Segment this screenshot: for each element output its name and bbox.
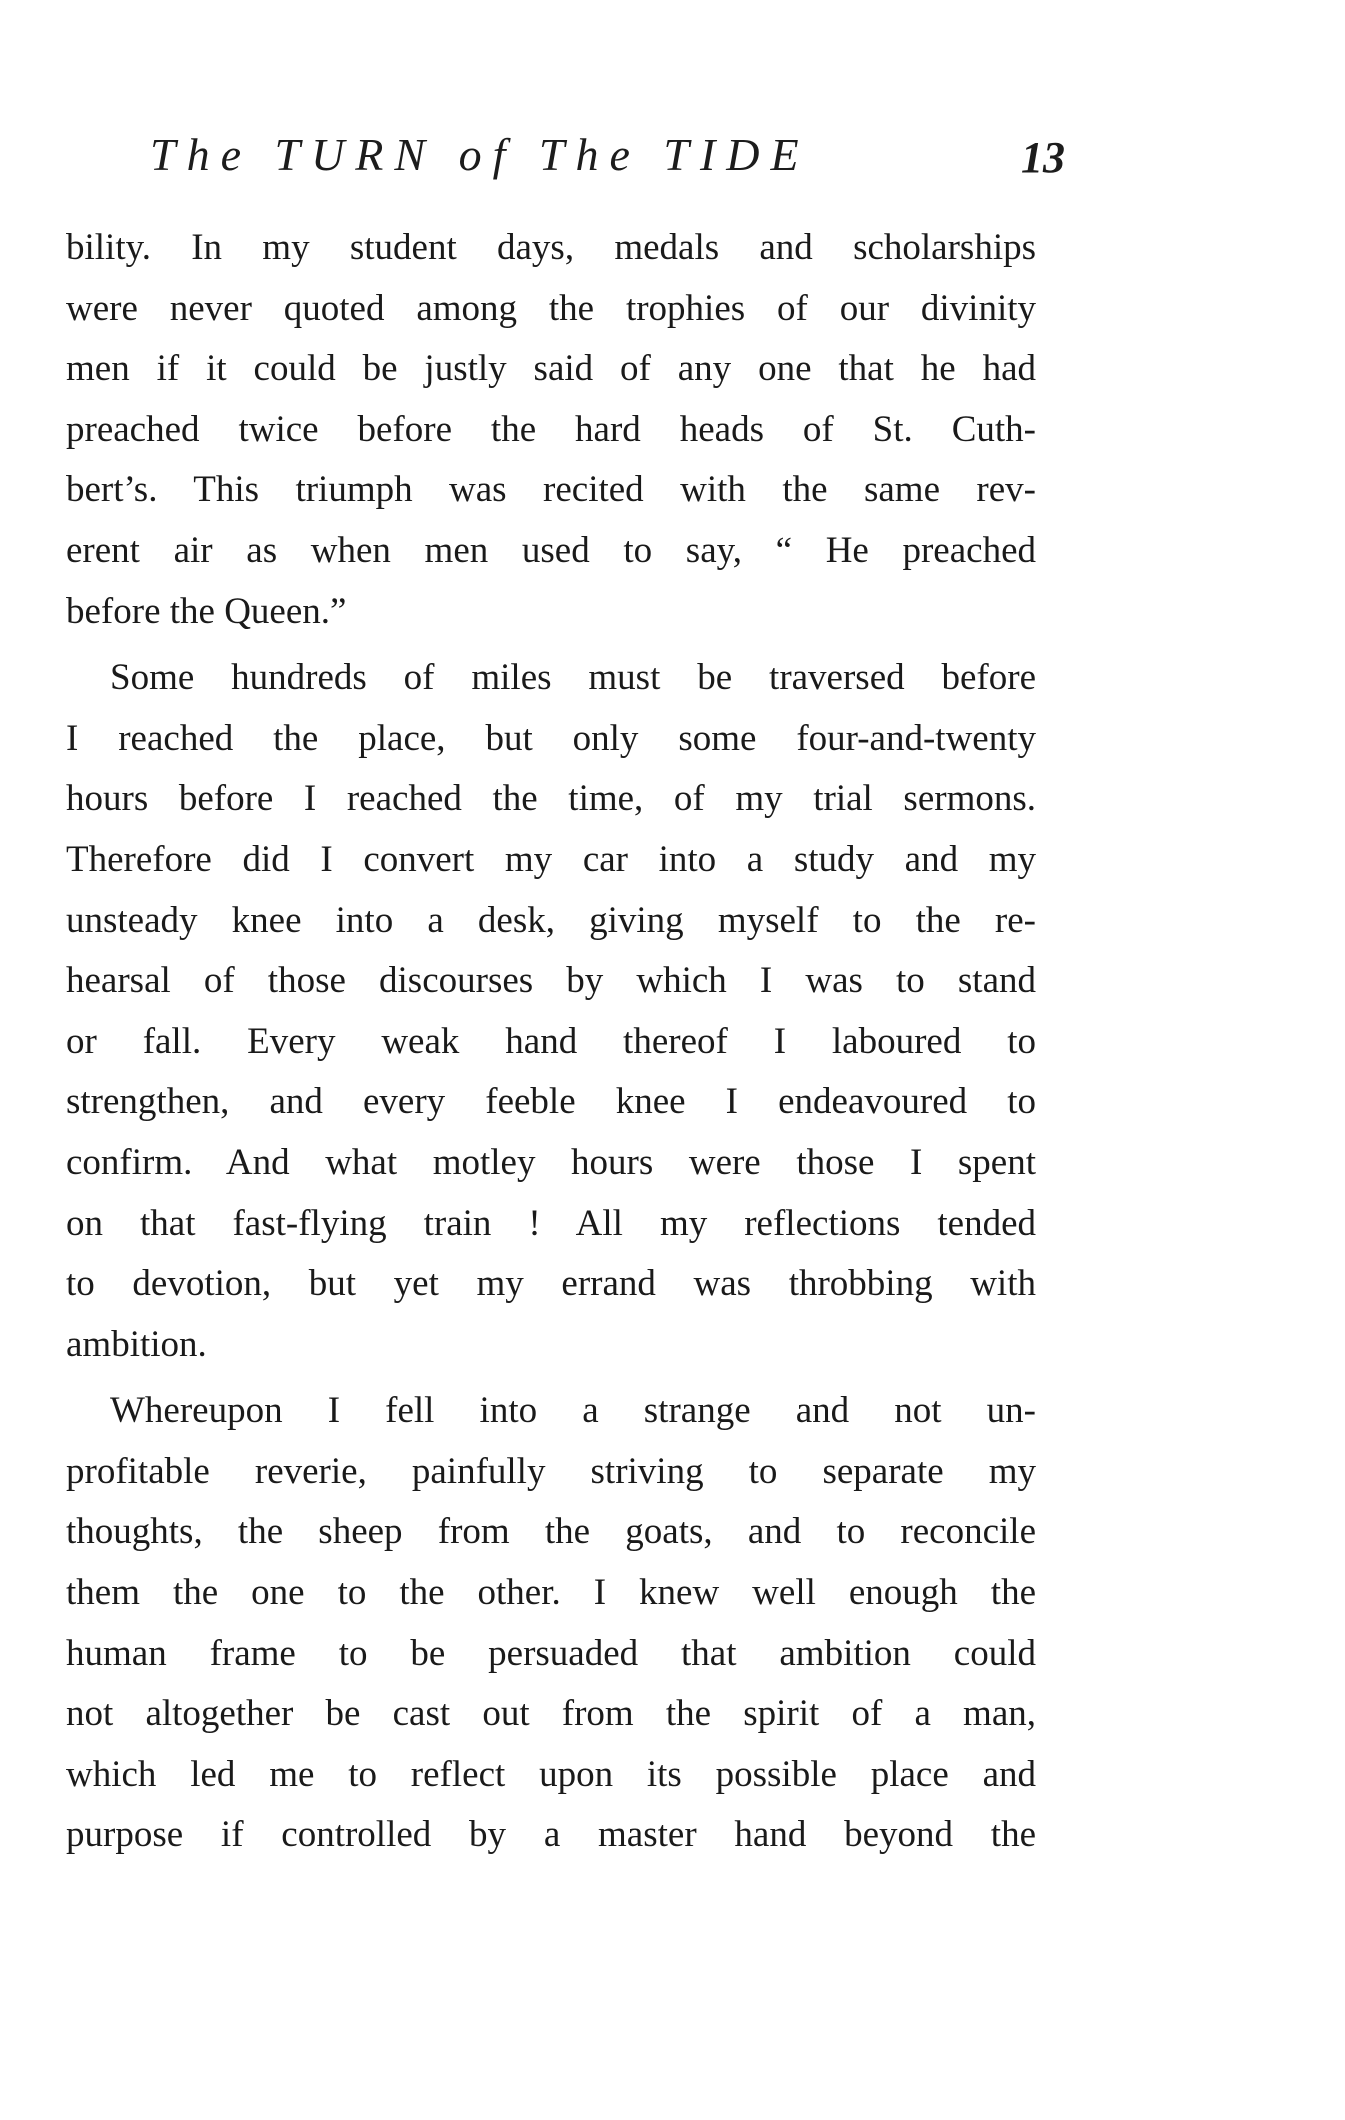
text-line: or fall. Every weak hand thereof I laboured to bbox=[66, 1020, 1036, 1062]
text-line: preached twice before the hard heads of St. Cuth- bbox=[66, 408, 1036, 450]
text-line: on that fast-flying train ! All my reflections tended bbox=[66, 1202, 1036, 1244]
text-line: erent air as when men used to say, “ He preached bbox=[66, 529, 1036, 571]
text-line: hours before I reached the time, of my trial sermons. bbox=[66, 778, 1036, 820]
text-line: Some hundreds of miles must be traversed before bbox=[110, 657, 1036, 699]
text-line: bert’s. This triumph was recited with the same rev- bbox=[66, 469, 1036, 511]
page-number: 13 bbox=[1021, 133, 1065, 182]
text-line: bility. In my student days, medals and scholarships bbox=[66, 227, 1036, 268]
paragraph bbox=[66, 218, 1036, 642]
text-line: men if it could be justly said of any one that he had bbox=[66, 348, 1036, 390]
text-line: human frame to be persuaded that ambition could bbox=[66, 1632, 1036, 1674]
text-line: purpose if controlled by a master hand beyond the bbox=[66, 1814, 1036, 1856]
text-line: them the one to the other. I knew well enough the bbox=[66, 1572, 1036, 1614]
text-line: profitable reverie, painfully striving to separate my bbox=[66, 1450, 1036, 1492]
text-line: before the Queen.” bbox=[66, 590, 347, 632]
body-text bbox=[66, 218, 1036, 1872]
text-line: strengthen, and every feeble knee I endeavoured to bbox=[66, 1081, 1036, 1123]
text-line: thoughts, the sheep from the goats, and to reconcile bbox=[66, 1511, 1036, 1553]
text-line: were never quoted among the trophies of our divinity bbox=[66, 287, 1036, 329]
text-line: not altogether be cast out from the spirit of a man, bbox=[66, 1693, 1036, 1735]
text-line: Whereupon I fell into a strange and not un- bbox=[110, 1390, 1036, 1432]
text-line: ambition. bbox=[66, 1323, 207, 1365]
text-line: I reached the place, but only some four-and-twenty bbox=[66, 717, 1036, 759]
text-line: to devotion, but yet my errand was throbbing with bbox=[66, 1263, 1036, 1305]
paragraph bbox=[66, 1381, 1036, 1866]
text-line: hearsal of those discourses by which I was to stand bbox=[66, 960, 1036, 1002]
running-title: The TURN of The TIDE bbox=[150, 129, 810, 180]
text-line: which led me to reflect upon its possible place and bbox=[66, 1753, 1036, 1795]
text-line: Therefore did I convert my car into a study and my bbox=[66, 838, 1036, 880]
text-line: unsteady knee into a desk, giving myself to the re- bbox=[66, 899, 1036, 941]
paragraph bbox=[66, 648, 1036, 1375]
running-head bbox=[150, 128, 1065, 198]
text-line: confirm. And what motley hours were those I spent bbox=[66, 1141, 1036, 1183]
